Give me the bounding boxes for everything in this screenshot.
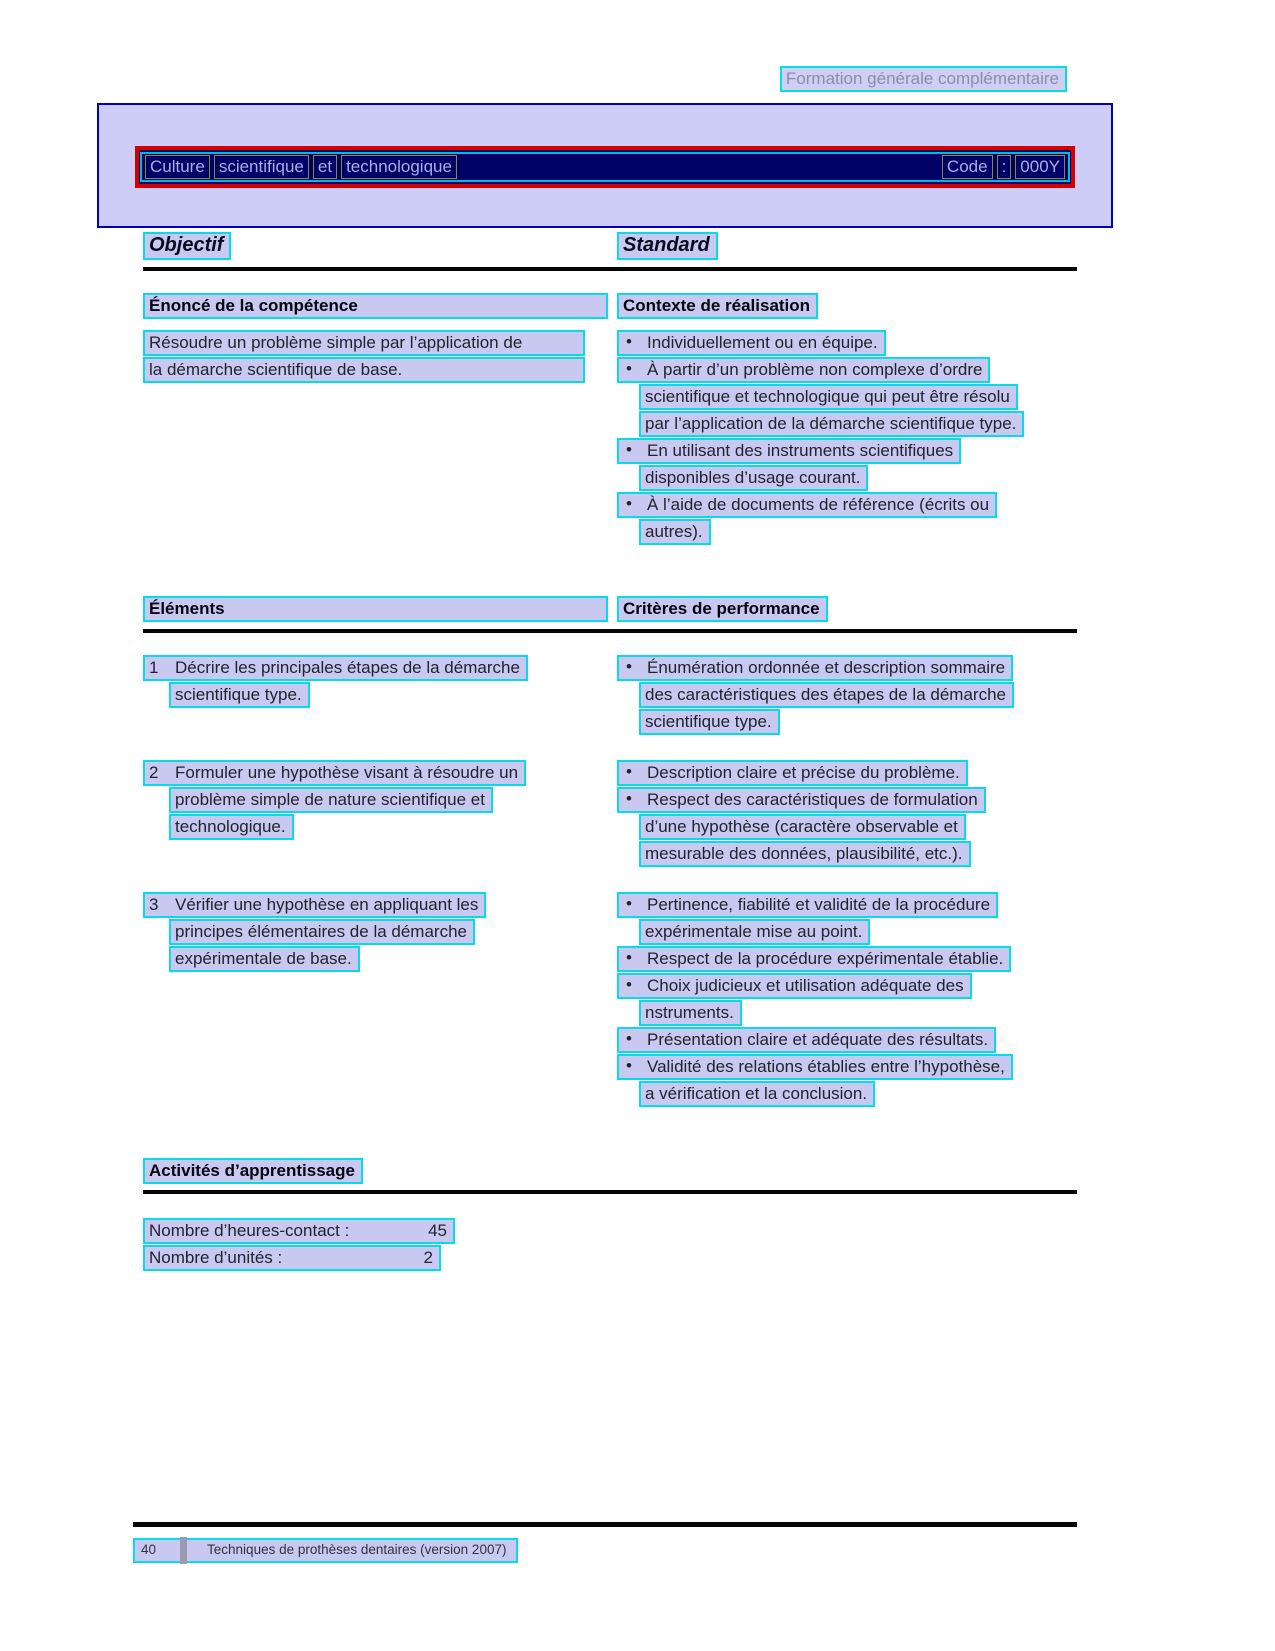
- element-item: [143, 655, 617, 736]
- course-title-word: et: [313, 155, 337, 179]
- activities-value: 45: [428, 1221, 447, 1240]
- column-header-objectif: Objectif: [143, 232, 231, 260]
- text-line: technologique.: [169, 814, 294, 840]
- activities-label: Nombre d’heures-contact :: [149, 1221, 350, 1240]
- footer-line: [133, 1538, 518, 1563]
- course-title-word: scientifique: [214, 155, 309, 179]
- running-header-text: Formation générale complémentaire: [780, 66, 1067, 92]
- activities-rows: [143, 1218, 1077, 1271]
- item-text: Formuler une hypothèse visant à résoudre un: [175, 763, 519, 782]
- elements-title-row: [143, 596, 1077, 623]
- competence-title-row: [143, 293, 1077, 320]
- item-number: 3: [149, 895, 159, 914]
- section-title-enonce: Énoncé de la compétence: [143, 293, 608, 319]
- course-banner-line: [140, 152, 1070, 182]
- text-line: scientifique et technologique qui peut être résolu: [639, 384, 1018, 410]
- criteria-bullets: [617, 655, 1077, 736]
- horizontal-rule: [143, 267, 1077, 271]
- element-item-row: [143, 655, 1077, 736]
- element-item: [143, 892, 617, 1108]
- bullet-line: • Description claire et précise du problème.: [617, 760, 968, 786]
- bullet-line: • Respect des caractéristiques de formulation: [617, 787, 986, 813]
- bullet-line: • Validité des relations établies entre l’hypothèse,: [617, 1054, 1013, 1080]
- text-line: autres).: [639, 519, 711, 545]
- horizontal-rule: [143, 1190, 1077, 1194]
- course-code: [940, 155, 1067, 179]
- course-banner: [97, 103, 1113, 228]
- element-item-row: [143, 892, 1077, 1108]
- text-line: problème simple de nature scientifique et: [169, 787, 493, 813]
- item-line: [143, 760, 526, 786]
- activities-row: [143, 1245, 441, 1271]
- bullet-line: • Individuellement ou en équipe.: [617, 330, 886, 356]
- text-line: par l’application de la démarche scientifique type.: [639, 411, 1024, 437]
- text-line: d’une hypothèse (caractère observable et: [639, 814, 966, 840]
- course-code-value: 000Y: [1015, 155, 1065, 179]
- activities-row: [143, 1218, 455, 1244]
- competence-statement: [143, 330, 617, 546]
- text-line: principes élémentaires de la démarche: [169, 919, 475, 945]
- activities-value: 2: [423, 1248, 433, 1267]
- bullet-line: • Choix judicieux et utilisation adéquate des: [617, 973, 972, 999]
- bullet-line: • À partir d’un problème non complexe d’ordre: [617, 357, 990, 383]
- table-header-row: [143, 232, 1077, 261]
- page-footer: [133, 1522, 1077, 1564]
- competence-body-row: [143, 330, 1077, 546]
- bullet-line: • Énumération ordonnée et description sommaire: [617, 655, 1013, 681]
- course-banner-bar: [135, 146, 1075, 188]
- item-text: Vérifier une hypothèse en appliquant les: [175, 895, 479, 914]
- section-title-elements: Éléments: [143, 596, 608, 622]
- context-bullets: [617, 330, 1077, 546]
- text-line: disponibles d’usage courant.: [639, 465, 868, 491]
- text-line: mesurable des données, plausibilité, etc.).: [639, 841, 971, 867]
- bullet-line: • En utilisant des instruments scientifiques: [617, 438, 961, 464]
- criteria-bullets: [617, 892, 1077, 1108]
- criteria-bullets: [617, 760, 1077, 868]
- bullet-line: • Présentation claire et adéquate des résultats.: [617, 1027, 996, 1053]
- text-line: expérimentale mise au point.: [639, 919, 870, 945]
- section-title-activites: Activités d’apprentissage: [143, 1158, 363, 1184]
- text-line: scientifique type.: [169, 682, 310, 708]
- section-title-criteres: Critères de performance: [617, 596, 828, 622]
- item-line: [143, 655, 528, 681]
- footer-separator-bar: [180, 1537, 187, 1564]
- running-header: [780, 66, 1067, 93]
- course-code-label: Code: [942, 155, 993, 179]
- text-line: des caractéristiques des étapes de la démarche: [639, 682, 1014, 708]
- footer-rule: [133, 1522, 1077, 1527]
- column-header-standard: Standard: [617, 232, 718, 260]
- page-number: 40: [141, 1542, 157, 1557]
- bullet-line: • À l’aide de documents de référence (écrits ou: [617, 492, 997, 518]
- element-item: [143, 760, 617, 868]
- text-line: scientifique type.: [639, 709, 780, 735]
- footer-text: Techniques de prothèses dentaires (version 2007): [207, 1542, 507, 1557]
- activities-section: [143, 1158, 1077, 1271]
- course-title-word: technologique: [341, 155, 457, 179]
- item-number: 1: [149, 658, 159, 677]
- course-title: [143, 155, 459, 179]
- bullet-line: • Respect de la procédure expérimentale établie.: [617, 946, 1011, 972]
- course-title-word: Culture: [145, 155, 210, 179]
- item-text: Décrire les principales étapes de la démarche: [175, 658, 520, 677]
- course-code-separator: :: [997, 155, 1012, 179]
- element-item-row: [143, 760, 1077, 868]
- bullet-line: • Pertinence, fiabilité et validité de la procédure: [617, 892, 998, 918]
- item-number: 2: [149, 763, 159, 782]
- item-line: [143, 892, 486, 918]
- main-content: [143, 232, 1077, 1272]
- text-line: la démarche scientifique de base.: [143, 357, 585, 383]
- text-line: expérimentale de base.: [169, 946, 360, 972]
- text-line: a vérification et la conclusion.: [639, 1081, 875, 1107]
- horizontal-rule: [143, 629, 1077, 633]
- text-line: nstruments.: [639, 1000, 742, 1026]
- text-line: Résoudre un problème simple par l’application de: [143, 330, 585, 356]
- section-title-contexte: Contexte de réalisation: [617, 293, 818, 319]
- activities-label: Nombre d’unités :: [149, 1248, 283, 1267]
